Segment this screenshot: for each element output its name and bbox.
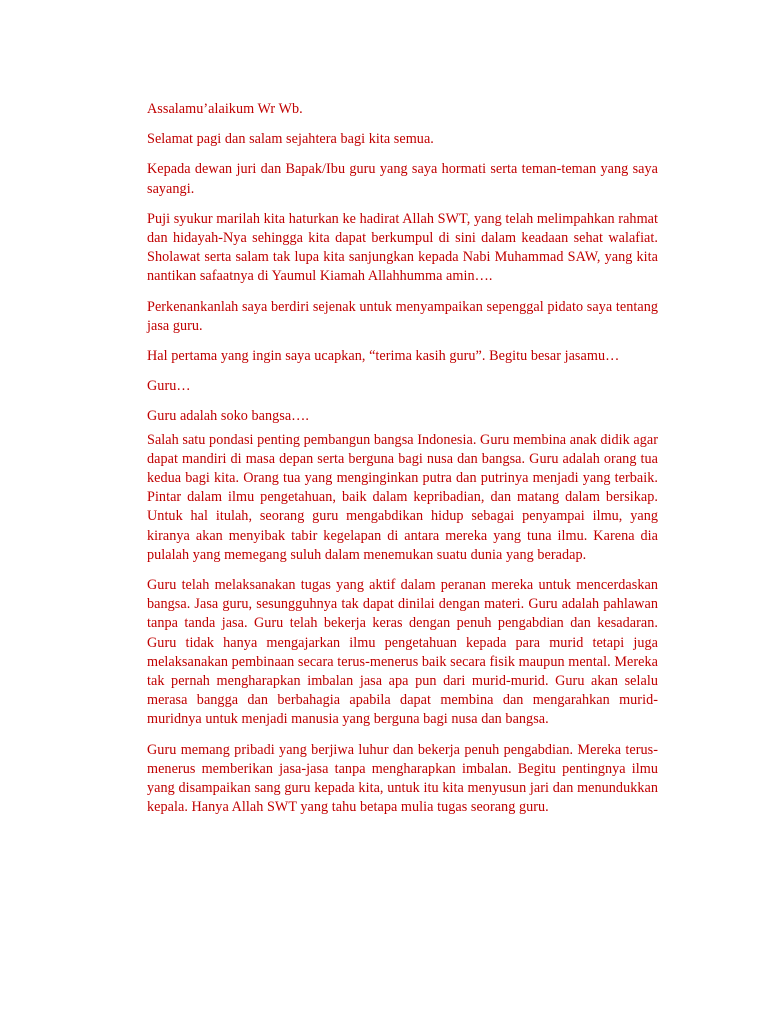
- body-paragraph-1: Salah satu pondasi penting pembangun bangsa Indonesia. Guru membina anak didik agar dapat mandiri di masa depan serta berguna bagi nusa dan bangsa. Guru adalah orang tua kedua bagi kita. Orang tua yang menginginkan putra dan putrinya menjadi yang terbaik. Pintar dalam ilmu pengetahuan, baik dalam kepribadian, dan matang dalam bersikap. Untuk hal itulah, seorang guru mengabdikan hidup sebagai penyampai ilmu, yang kiranya akan menyibak tabir kegelapan di antara mereka yang tuna ilmu. Karena dia pulalah yang memegang suluh dalam menemukan suatu dunia yang beradap.: [147, 431, 658, 563]
- soko-bangsa-line: Guru adalah soko bangsa….: [147, 408, 310, 425]
- intro-paragraph: Perkenankanlah saya berdiri sejenak untuk menyampaikan sepenggal pidato saya tentang jasa guru.: [147, 298, 658, 334]
- document-page: [147, 100, 658, 829]
- guru-line: Guru…: [147, 378, 191, 395]
- address-paragraph: Kepada dewan juri dan Bapak/Ibu guru yang saya hormati serta teman-teman yang saya sayangi.: [147, 161, 658, 197]
- greeting-paragraph: Assalamu’alaikum Wr Wb.: [147, 101, 303, 117]
- body-paragraph-2: Guru telah melaksanakan tugas yang aktif dalam peranan mereka untuk mencerdaskan bangsa. Jasa guru, sesungguhnya tak dapat dinilai dengan materi. Guru adalah pahlawan tanpa tanda jasa. Guru telah bekerja keras dengan penuh pengabdian dan kesadaran. Guru tidak hanya mengajarkan ilmu pengetahuan kepada para murid tetapi juga melaksanakan pembinaan secara terus-menerus baik secara fisik maupun mental. Mereka tak pernah mengharapkan imbalan jasa apa pun dari murid-murid. Guru akan selalu merasa bangga dan berbahagia apabila dapat membina dan mengarahkan murid-muridnya untuk menjadi manusia yang berguna bagi nusa dan bangsa.: [147, 577, 658, 728]
- salutation-paragraph: Selamat pagi dan salam sejahtera bagi kita semua.: [147, 131, 434, 148]
- thanks-paragraph: Hal pertama yang ingin saya ucapkan, “terima kasih guru”. Begitu besar jasamu…: [147, 348, 620, 365]
- body-paragraph-3: Guru memang pribadi yang berjiwa luhur dan bekerja penuh pengabdian. Mereka terus-menerus memberikan jasa-jasa tanpa mengharapkan imbalan. Begitu pentingnya ilmu yang disampaikan sang guru kepada kita, untuk itu kita menyusun jari dan menundukkan kepala. Hanya Allah SWT yang tahu betapa mulia tugas seorang guru.: [147, 741, 658, 816]
- gratitude-paragraph: Puji syukur marilah kita haturkan ke hadirat Allah SWT, yang telah melimpahkan rahmat dan hidayah-Nya sehingga kita dapat berkumpul di sini dalam keadaan sehat walafiat. Sholawat serta salam tak lupa kita sanjungkan kepada Nabi Muhammad SAW, yang kita nantikan safaatnya di Yaumul Kiamah Allahhumma amin….: [147, 210, 658, 285]
